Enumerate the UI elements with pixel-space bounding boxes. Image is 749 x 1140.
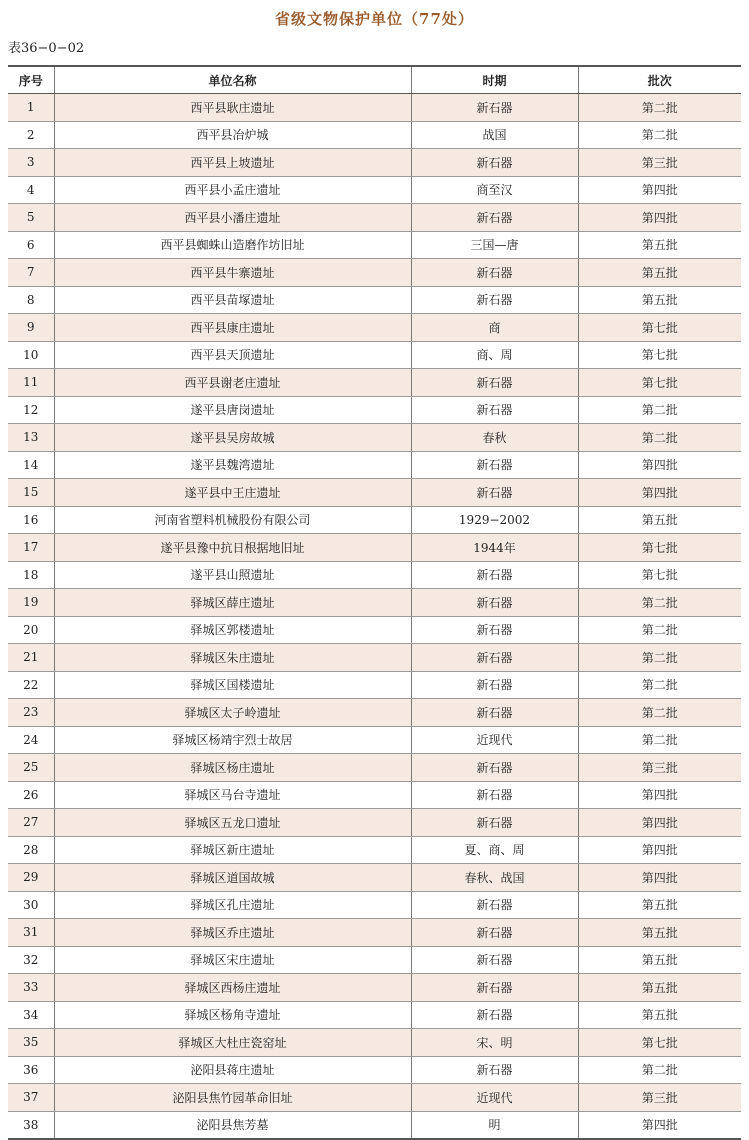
cell-unit-name: 西平县冶炉城 <box>54 121 411 149</box>
cell-unit-name: 泌阳县焦芳墓 <box>54 1111 411 1139</box>
cell-unit-name: 泌阳县焦竹园革命旧址 <box>54 1084 411 1112</box>
header-batch: 批次 <box>578 66 741 94</box>
cell-unit-name: 驿城区宋庄遗址 <box>54 946 411 974</box>
cell-period: 新石器 <box>411 644 578 672</box>
cell-period: 新石器 <box>411 1056 578 1084</box>
table-row <box>8 836 741 864</box>
cell-batch: 第二批 <box>578 1056 741 1084</box>
cell-period: 新石器 <box>411 616 578 644</box>
cell-unit-name: 西平县康庄遗址 <box>54 314 411 342</box>
table-row <box>8 204 741 232</box>
cell-batch: 第四批 <box>578 781 741 809</box>
table-row <box>8 781 741 809</box>
cell-index: 10 <box>8 341 54 369</box>
cell-unit-name: 遂平县唐岗遗址 <box>54 396 411 424</box>
table-row <box>8 561 741 589</box>
cell-unit-name: 驿城区郭楼遗址 <box>54 616 411 644</box>
cell-unit-name: 西平县上坡遗址 <box>54 149 411 177</box>
table-row <box>8 1029 741 1057</box>
cell-unit-name: 河南省塑料机械股份有限公司 <box>54 506 411 534</box>
cell-unit-name: 西平县苗塚遗址 <box>54 286 411 314</box>
cell-unit-name: 遂平县豫中抗日根据地旧址 <box>54 534 411 562</box>
cell-period: 夏、商、周 <box>411 836 578 864</box>
table-body <box>8 94 741 1140</box>
cell-period: 商 <box>411 314 578 342</box>
cell-batch: 第七批 <box>578 369 741 397</box>
cell-index: 28 <box>8 836 54 864</box>
cell-batch: 第二批 <box>578 644 741 672</box>
cell-period: 新石器 <box>411 809 578 837</box>
cell-index: 15 <box>8 479 54 507</box>
cell-index: 22 <box>8 671 54 699</box>
table-row <box>8 506 741 534</box>
cell-unit-name: 西平县小孟庄遗址 <box>54 176 411 204</box>
cell-period: 新石器 <box>411 946 578 974</box>
header-unit-name: 单位名称 <box>54 66 411 94</box>
cell-index: 20 <box>8 616 54 644</box>
cell-batch: 第四批 <box>578 204 741 232</box>
table-row <box>8 864 741 892</box>
table-row <box>8 671 741 699</box>
cell-batch: 第七批 <box>578 341 741 369</box>
cell-unit-name: 西平县蜘蛛山造磨作坊旧址 <box>54 231 411 259</box>
table-row <box>8 479 741 507</box>
cell-batch: 第三批 <box>578 1084 741 1112</box>
cell-period: 新石器 <box>411 369 578 397</box>
cell-unit-name: 驿城区太子岭遗址 <box>54 699 411 727</box>
table-code: 表36−0−02 <box>8 41 85 56</box>
heritage-table <box>8 65 741 1140</box>
cell-index: 21 <box>8 644 54 672</box>
cell-index: 12 <box>8 396 54 424</box>
table-row <box>8 534 741 562</box>
cell-index: 17 <box>8 534 54 562</box>
cell-batch: 第二批 <box>578 726 741 754</box>
cell-index: 14 <box>8 451 54 479</box>
cell-batch: 第七批 <box>578 314 741 342</box>
table-row <box>8 451 741 479</box>
table-row <box>8 616 741 644</box>
cell-period: 新石器 <box>411 149 578 177</box>
cell-period: 宋、明 <box>411 1029 578 1057</box>
cell-unit-name: 驿城区西杨庄遗址 <box>54 974 411 1002</box>
cell-index: 26 <box>8 781 54 809</box>
table-row <box>8 946 741 974</box>
cell-batch: 第五批 <box>578 506 741 534</box>
cell-period: 新石器 <box>411 891 578 919</box>
cell-index: 3 <box>8 149 54 177</box>
cell-batch: 第四批 <box>578 479 741 507</box>
table-row <box>8 121 741 149</box>
table-row <box>8 919 741 947</box>
cell-index: 13 <box>8 424 54 452</box>
cell-batch: 第二批 <box>578 699 741 727</box>
cell-batch: 第七批 <box>578 534 741 562</box>
cell-batch: 第五批 <box>578 974 741 1002</box>
cell-batch: 第四批 <box>578 451 741 479</box>
table-row <box>8 1056 741 1084</box>
cell-batch: 第四批 <box>578 809 741 837</box>
table-row <box>8 1001 741 1029</box>
cell-unit-name: 驿城区大杜庄瓷窑址 <box>54 1029 411 1057</box>
cell-index: 27 <box>8 809 54 837</box>
cell-unit-name: 驿城区杨庄遗址 <box>54 754 411 782</box>
cell-batch: 第五批 <box>578 231 741 259</box>
cell-index: 23 <box>8 699 54 727</box>
cell-period: 新石器 <box>411 286 578 314</box>
cell-period: 商至汉 <box>411 176 578 204</box>
cell-batch: 第四批 <box>578 864 741 892</box>
page-title: 省级文物保护单位（77处） <box>275 10 474 28</box>
cell-batch: 第五批 <box>578 286 741 314</box>
cell-batch: 第二批 <box>578 671 741 699</box>
cell-batch: 第五批 <box>578 891 741 919</box>
cell-batch: 第五批 <box>578 1001 741 1029</box>
cell-unit-name: 遂平县山照遗址 <box>54 561 411 589</box>
cell-index: 29 <box>8 864 54 892</box>
header-period: 时期 <box>411 66 578 94</box>
cell-batch: 第五批 <box>578 919 741 947</box>
cell-batch: 第二批 <box>578 616 741 644</box>
table-row <box>8 809 741 837</box>
cell-period: 近现代 <box>411 726 578 754</box>
cell-unit-name: 驿城区孔庄遗址 <box>54 891 411 919</box>
cell-index: 25 <box>8 754 54 782</box>
cell-unit-name: 遂平县中王庄遗址 <box>54 479 411 507</box>
cell-index: 31 <box>8 919 54 947</box>
cell-period: 新石器 <box>411 589 578 617</box>
table-row <box>8 259 741 287</box>
cell-index: 8 <box>8 286 54 314</box>
cell-index: 16 <box>8 506 54 534</box>
cell-batch: 第二批 <box>578 94 741 122</box>
table-row <box>8 149 741 177</box>
cell-period: 战国 <box>411 121 578 149</box>
cell-index: 36 <box>8 1056 54 1084</box>
table-row <box>8 891 741 919</box>
cell-index: 6 <box>8 231 54 259</box>
cell-unit-name: 驿城区薛庄遗址 <box>54 589 411 617</box>
table-header-row <box>8 66 741 94</box>
table-row <box>8 644 741 672</box>
cell-period: 商、周 <box>411 341 578 369</box>
cell-index: 11 <box>8 369 54 397</box>
cell-period: 新石器 <box>411 561 578 589</box>
cell-index: 37 <box>8 1084 54 1112</box>
cell-batch: 第三批 <box>578 754 741 782</box>
cell-unit-name: 西平县谢老庄遗址 <box>54 369 411 397</box>
cell-period: 明 <box>411 1111 578 1139</box>
cell-period: 新石器 <box>411 699 578 727</box>
cell-unit-name: 驿城区五龙口遗址 <box>54 809 411 837</box>
cell-batch: 第四批 <box>578 836 741 864</box>
cell-batch: 第三批 <box>578 149 741 177</box>
cell-unit-name: 驿城区朱庄遗址 <box>54 644 411 672</box>
cell-batch: 第二批 <box>578 589 741 617</box>
cell-batch: 第五批 <box>578 946 741 974</box>
cell-unit-name: 遂平县魏湾遗址 <box>54 451 411 479</box>
cell-index: 18 <box>8 561 54 589</box>
cell-batch: 第五批 <box>578 259 741 287</box>
cell-index: 34 <box>8 1001 54 1029</box>
cell-period: 新石器 <box>411 781 578 809</box>
cell-batch: 第二批 <box>578 424 741 452</box>
cell-unit-name: 驿城区道国故城 <box>54 864 411 892</box>
header-index: 序号 <box>8 66 54 94</box>
cell-unit-name: 驿城区国楼遗址 <box>54 671 411 699</box>
table-row <box>8 424 741 452</box>
cell-period: 新石器 <box>411 259 578 287</box>
cell-batch: 第七批 <box>578 561 741 589</box>
table-row <box>8 589 741 617</box>
cell-period: 三国—唐 <box>411 231 578 259</box>
cell-unit-name: 西平县天顶遗址 <box>54 341 411 369</box>
cell-index: 38 <box>8 1111 54 1139</box>
cell-index: 32 <box>8 946 54 974</box>
cell-period: 新石器 <box>411 919 578 947</box>
cell-unit-name: 西平县小潘庄遗址 <box>54 204 411 232</box>
cell-period: 新石器 <box>411 974 578 1002</box>
cell-batch: 第二批 <box>578 121 741 149</box>
table-row <box>8 94 741 122</box>
cell-index: 19 <box>8 589 54 617</box>
cell-batch: 第二批 <box>578 396 741 424</box>
cell-unit-name: 西平县牛寨遗址 <box>54 259 411 287</box>
cell-period: 新石器 <box>411 396 578 424</box>
table-row <box>8 396 741 424</box>
table-row <box>8 699 741 727</box>
table-row <box>8 176 741 204</box>
cell-unit-name: 驿城区马台寺遗址 <box>54 781 411 809</box>
cell-index: 5 <box>8 204 54 232</box>
cell-period: 春秋 <box>411 424 578 452</box>
cell-period: 新石器 <box>411 204 578 232</box>
cell-batch: 第七批 <box>578 1029 741 1057</box>
cell-period: 新石器 <box>411 1001 578 1029</box>
cell-period: 新石器 <box>411 94 578 122</box>
cell-unit-name: 驿城区新庄遗址 <box>54 836 411 864</box>
cell-unit-name: 驿城区杨靖宇烈士故居 <box>54 726 411 754</box>
cell-period: 近现代 <box>411 1084 578 1112</box>
cell-index: 33 <box>8 974 54 1002</box>
table-row <box>8 1084 741 1112</box>
cell-index: 1 <box>8 94 54 122</box>
table-row <box>8 1111 741 1139</box>
cell-period: 春秋、战国 <box>411 864 578 892</box>
cell-unit-name: 泌阳县蒋庄遗址 <box>54 1056 411 1084</box>
cell-batch: 第四批 <box>578 176 741 204</box>
cell-unit-name: 遂平县吴房故城 <box>54 424 411 452</box>
cell-period: 1944年 <box>411 534 578 562</box>
table-row <box>8 341 741 369</box>
cell-period: 1929−2002 <box>411 506 578 534</box>
cell-index: 30 <box>8 891 54 919</box>
cell-period: 新石器 <box>411 671 578 699</box>
cell-period: 新石器 <box>411 451 578 479</box>
cell-period: 新石器 <box>411 754 578 782</box>
table-row <box>8 974 741 1002</box>
table-row <box>8 726 741 754</box>
cell-unit-name: 西平县耿庄遗址 <box>54 94 411 122</box>
table-row <box>8 369 741 397</box>
cell-index: 2 <box>8 121 54 149</box>
cell-period: 新石器 <box>411 479 578 507</box>
cell-index: 7 <box>8 259 54 287</box>
cell-index: 9 <box>8 314 54 342</box>
cell-unit-name: 驿城区杨角寺遗址 <box>54 1001 411 1029</box>
table-row <box>8 314 741 342</box>
table-row <box>8 231 741 259</box>
cell-batch: 第四批 <box>578 1111 741 1139</box>
cell-unit-name: 驿城区乔庄遗址 <box>54 919 411 947</box>
cell-index: 4 <box>8 176 54 204</box>
table-row <box>8 754 741 782</box>
cell-index: 24 <box>8 726 54 754</box>
cell-index: 35 <box>8 1029 54 1057</box>
table-row <box>8 286 741 314</box>
